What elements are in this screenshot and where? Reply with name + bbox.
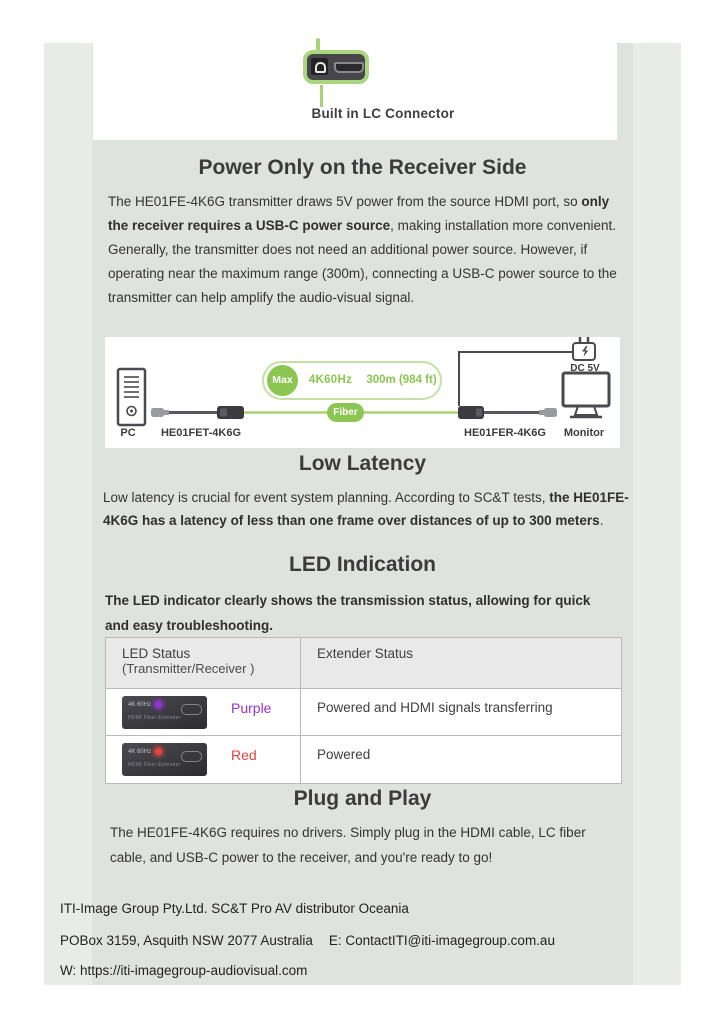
connector-caption: Built in LC Connector (311, 106, 455, 121)
pc-label: PC (120, 427, 136, 439)
footer-website: W: https://iti-imagegroup-audiovisual.com (60, 963, 308, 978)
lc-connector-glyph (315, 62, 326, 73)
purple-led-dot-icon (155, 701, 162, 708)
hdmi-cable-right (484, 408, 557, 417)
power-section-paragraphs (108, 190, 623, 310)
receiver-label: HE01FER-4K6G (464, 427, 546, 439)
led-status-table (105, 637, 622, 784)
photo-text-product: HDMI Fiber Extender (128, 762, 181, 768)
connector-image-card (93, 0, 617, 140)
receiver-device-icon (458, 406, 484, 419)
transmitter-label: HE01FET-4K6G (160, 427, 242, 439)
hdmi-port-icon (334, 62, 364, 73)
table-row-purple-status-cell: Powered and HDMI signals transferring (301, 689, 621, 736)
led-intro-paragraph: The LED indicator clearly shows the transmission status, allowing for quick and easy troubleshooting. (105, 593, 591, 633)
pc-tower-icon (118, 369, 145, 425)
header-led-status-line1: LED Status (122, 646, 191, 661)
table-header-extender-status: Extender Status (301, 638, 621, 689)
connection-diagram-card (105, 337, 620, 448)
photo-text-resolution: 4K 60Hz (128, 701, 152, 708)
dc-power-plug-icon (573, 337, 595, 360)
power-paragraph-1 (108, 190, 623, 238)
power-p1-tail: , making installation more convenient. (390, 218, 616, 233)
lc-connector-icon (311, 58, 328, 75)
monitor-label: Monitor (563, 427, 605, 439)
footer-address: POBox 3159, Asquith NSW 2077 Australia (60, 933, 313, 948)
led-section-title: LED Indication (289, 553, 436, 576)
latency-bold: the HE01FE-4K6G has a latency of less than one frame over distances of up to 300 meters (103, 490, 629, 528)
monitor-icon (563, 373, 609, 417)
footer-email: E: ContactITI@iti-imagegroup.com.au (328, 933, 555, 948)
connector-pointer-line (320, 85, 323, 107)
resolution-label: 4K60Hz (308, 374, 353, 386)
power-cable-line (459, 352, 573, 406)
led-color-label-purple: Purple (231, 700, 272, 716)
latency-text: Low latency is crucial for event system planning. According to SC&T tests, (103, 490, 550, 505)
power-p1-bold: only the receiver requires a USB-C power source (108, 194, 610, 233)
photo-text-resolution: 4K 60Hz (128, 748, 152, 755)
dc-power-label: DC 5V (570, 363, 600, 374)
distance-label: 300m (984 ft) (366, 374, 437, 386)
table-row-red-led-cell (106, 736, 301, 783)
led-color-label-red: Red (231, 747, 257, 763)
fiber-badge: Fiber (327, 403, 364, 422)
power-p1-text: The HE01FE-4K6G transmitter draws 5V power from the source HDMI port, so (108, 194, 582, 209)
power-paragraph-2: Generally, the transmitter does not need an additional power source. However, if operating near the maximum range (300m), connecting a USB-C power source to the transmitter can help amplify the audio-visual signal. (108, 242, 617, 305)
latency-tail: . (599, 512, 604, 528)
plug-section-title: Plug and Play (293, 787, 432, 810)
transmitter-device-icon (217, 406, 244, 419)
table-row-purple-led-cell (106, 689, 301, 736)
latency-paragraph (103, 487, 630, 532)
latency-section-title: Low Latency (298, 452, 427, 475)
photo-button-outline (181, 751, 202, 762)
hdmi-cable-left (151, 408, 218, 417)
table-row-red-status-cell: Powered (317, 747, 371, 762)
device-photo-purple-led (122, 696, 207, 729)
photo-text-product: HDMI Fiber Extender (128, 715, 181, 721)
photo-button-outline (181, 704, 202, 715)
footer-contact-line (60, 933, 555, 948)
footer-company-line: ITI-Image Group Pty.Ltd. SC&T Pro AV distributor Oceania (60, 901, 409, 916)
device-rear-photo (303, 50, 369, 84)
max-badge-label: Max (272, 374, 293, 386)
header-led-status-line2: (Transmitter/Receiver ) (122, 661, 255, 676)
plug-paragraph: The HE01FE-4K6G requires no drivers. Simply plug in the HDMI cable, LC fiber cable, and USB-C power to the receiver, and you're ready to go! (110, 825, 586, 865)
table-header-led-status (106, 638, 301, 689)
device-photo-red-led (122, 743, 207, 776)
red-led-dot-icon (155, 748, 162, 755)
power-section-title: Power Only on the Receiver Side (198, 156, 527, 179)
